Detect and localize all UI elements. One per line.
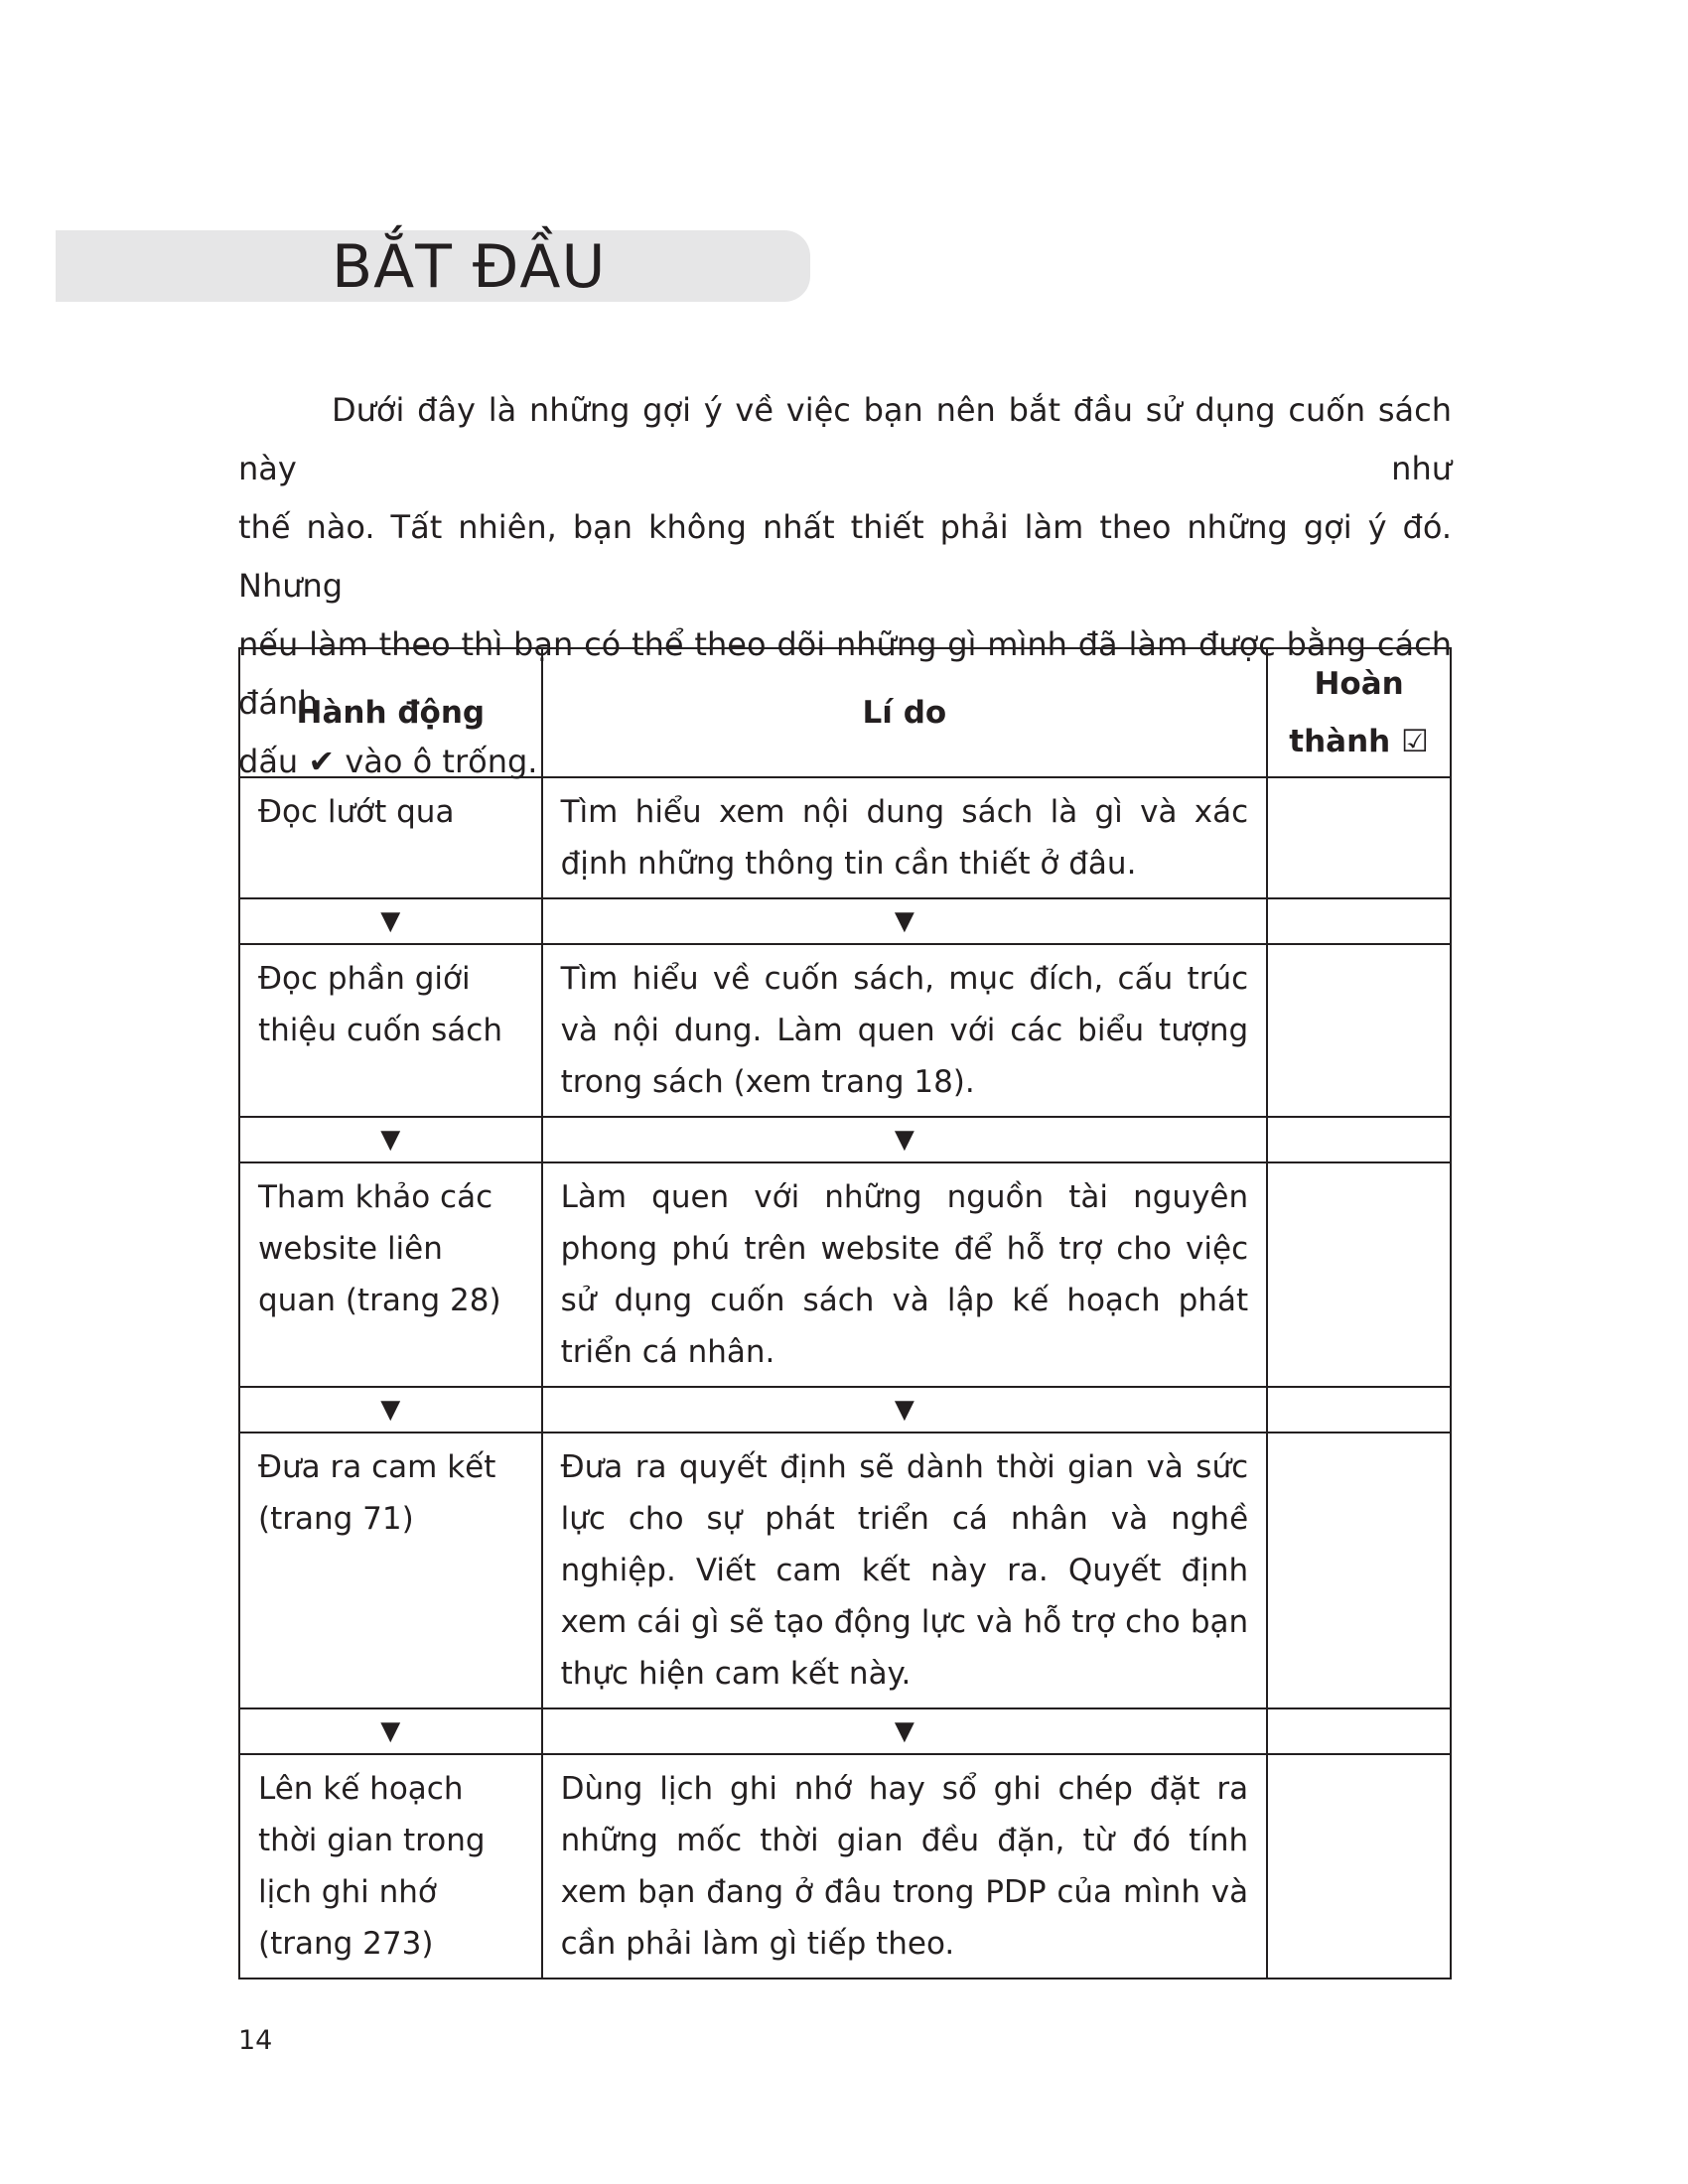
down-arrow-icon: ▼: [239, 898, 542, 944]
header-action: Hành động: [239, 648, 542, 777]
table-row: [239, 777, 1451, 898]
action-cell: Tham khảo các website liên quan (trang 28): [239, 1162, 542, 1387]
action-cell: Đọc lướt qua: [239, 777, 542, 898]
reason-cell: Tìm hiểu về cuốn sách, mục đích, cấu trúc và nội dung. Làm quen với các biểu tượng trong sách (xem trang 18).: [542, 944, 1268, 1117]
action-cell: Đọc phần giới thiệu cuốn sách: [239, 944, 542, 1117]
action-cell: Lên kế hoạch thời gian trong lịch ghi nhớ (trang 273): [239, 1754, 542, 1979]
reason-cell: Tìm hiểu xem nội dung sách là gì và xác định những thông tin cần thiết ở đâu.: [542, 777, 1268, 898]
reason-cell: Đưa ra quyết định sẽ dành thời gian và sức lực cho sự phát triển cá nhân và nghề nghiệp. Viết cam kết này ra. Quyết định xem cái gì sẽ tạo động lực và hỗ trợ cho bạn thực hiện cam kết này.: [542, 1433, 1268, 1708]
header-done-line1: Hoàn: [1314, 666, 1404, 702]
down-arrow-icon: ▼: [239, 1117, 542, 1162]
arrow-empty-cell: [1267, 898, 1451, 944]
down-arrow-icon: ▼: [542, 1117, 1268, 1162]
down-arrow-icon: ▼: [542, 1708, 1268, 1754]
getting-started-table: [238, 647, 1452, 1979]
action-cell: Đưa ra cam kết (trang 71): [239, 1433, 542, 1708]
arrow-row: [239, 1708, 1451, 1754]
header-done-line2: thành ☑: [1289, 724, 1429, 759]
table-row: [239, 944, 1451, 1117]
down-arrow-icon: ▼: [542, 1387, 1268, 1433]
done-checkbox-cell[interactable]: [1267, 1162, 1451, 1387]
header-reason: Lí do: [542, 648, 1268, 777]
down-arrow-icon: ▼: [239, 1708, 542, 1754]
arrow-empty-cell: [1267, 1708, 1451, 1754]
reason-cell: Dùng lịch ghi nhớ hay sổ ghi chép đặt ra những mốc thời gian đều đặn, từ đó tính xem bạn đang ở đâu trong PDP của mình và cần phải làm gì tiếp theo.: [542, 1754, 1268, 1979]
arrow-empty-cell: [1267, 1117, 1451, 1162]
arrow-row: [239, 898, 1451, 944]
down-arrow-icon: ▼: [239, 1387, 542, 1433]
intro-line: thế nào. Tất nhiên, bạn không nhất thiết phải làm theo những gợi ý đó. Nhưng: [238, 508, 1452, 605]
intro-line: Dưới đây là những gợi ý về việc bạn nên bắt đầu sử dụng cuốn sách này như: [238, 391, 1452, 487]
done-checkbox-cell[interactable]: [1267, 1754, 1451, 1979]
done-checkbox-cell[interactable]: [1267, 944, 1451, 1117]
section-title: BẮT ĐẦU: [332, 232, 607, 302]
reason-cell: Làm quen với những nguồn tài nguyên phong phú trên website để hỗ trợ cho việc sử dụng cuốn sách và lập kế hoạch phát triển cá nhân.: [542, 1162, 1268, 1387]
table-row: [239, 1754, 1451, 1979]
table-row: [239, 1433, 1451, 1708]
table-row: [239, 1162, 1451, 1387]
intro-line: dấu ✔ vào ô trống.: [238, 743, 538, 780]
arrow-empty-cell: [1267, 1387, 1451, 1433]
done-checkbox-cell[interactable]: [1267, 1433, 1451, 1708]
done-checkbox-cell[interactable]: [1267, 777, 1451, 898]
intro-line: nếu làm theo thì bạn có thể theo dõi những gì mình đã làm được bằng cách đánh: [238, 625, 1452, 722]
header-done: [1267, 648, 1451, 777]
arrow-row: [239, 1117, 1451, 1162]
down-arrow-icon: ▼: [542, 898, 1268, 944]
page-number: 14: [238, 2025, 273, 2056]
arrow-row: [239, 1387, 1451, 1433]
table-header-row: [239, 648, 1451, 777]
